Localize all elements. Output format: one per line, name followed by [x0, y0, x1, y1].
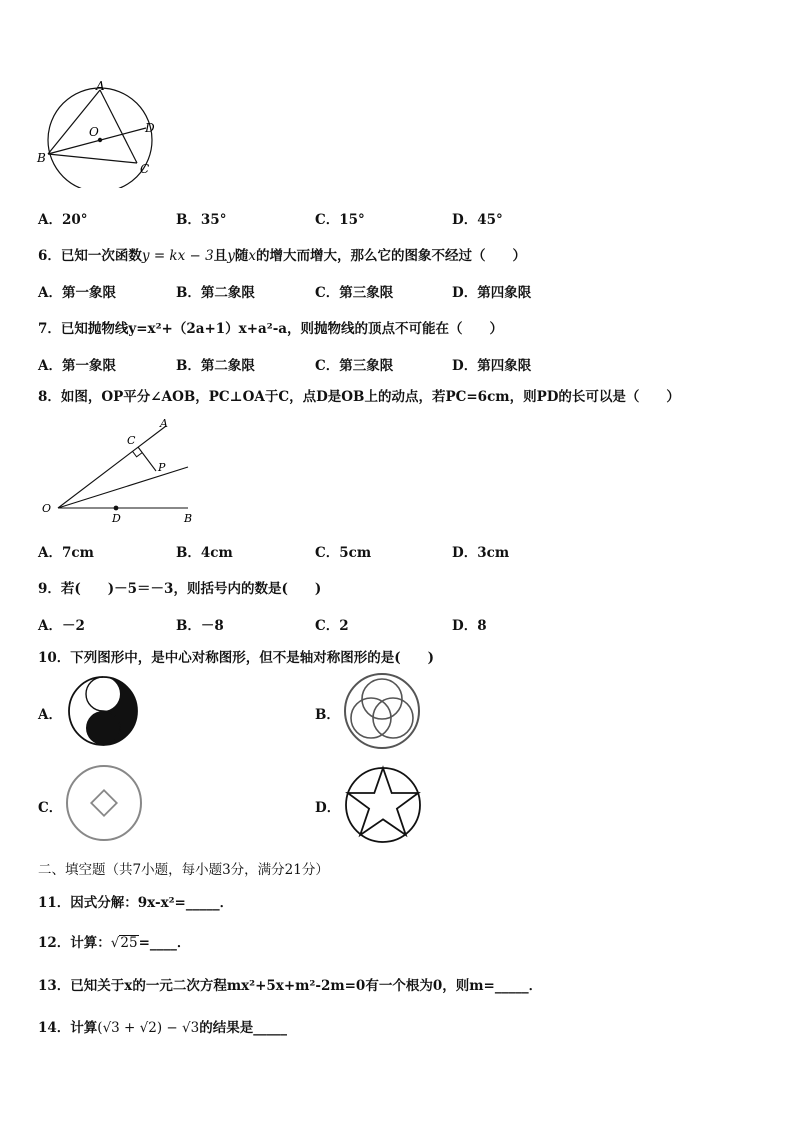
q8-option-d[interactable]: D．3cm: [452, 545, 510, 561]
segment-bc: [48, 154, 137, 163]
q6-mid2: 随: [234, 248, 249, 264]
label-p: P: [158, 461, 166, 474]
q13-question: 13．已知关于x的一元二次方程mx²+5x+m²-2m=0有一个根为0，则m=_____．: [38, 978, 543, 994]
taiji-icon[interactable]: [62, 670, 144, 752]
ray-op: [58, 467, 188, 508]
q6-prefix: 6．已知一次函数: [38, 248, 142, 264]
q7-option-a[interactable]: A．第一象限: [38, 358, 116, 374]
star-circle-icon[interactable]: [340, 764, 426, 844]
label-b: B: [184, 512, 193, 525]
q8-angle-figure: [38, 414, 208, 530]
label-d: D: [145, 121, 155, 135]
q10-option-a-label[interactable]: A．: [38, 707, 62, 723]
label-a: A: [96, 79, 105, 93]
segment-pc: [138, 447, 156, 471]
q9-option-c[interactable]: C．2: [315, 618, 349, 634]
label-c: C: [127, 434, 136, 447]
q8-option-b[interactable]: B．4cm: [176, 545, 233, 561]
q10-option-b-label[interactable]: B．: [315, 707, 340, 723]
q10-option-d-label[interactable]: D．: [315, 800, 341, 816]
q9-option-b[interactable]: B．－8: [176, 618, 224, 634]
q5-circle-figure: [34, 78, 164, 188]
q6-x: x: [248, 248, 256, 264]
q14-suffix: 的结果是_____: [199, 1020, 287, 1036]
label-o: O: [42, 502, 52, 515]
q5-option-d[interactable]: D．45°: [452, 212, 503, 228]
three-circles-icon[interactable]: [338, 670, 426, 752]
q12-question: [38, 931, 190, 951]
q7-question: 7．已知抛物线y=x²+（2a+1）x+a²-a，则抛物线的顶点不可能在（ ）: [38, 321, 504, 337]
q10-question: 10．下列图形中，是中心对称图形，但不是轴对称图形的是( ): [38, 650, 435, 666]
segment-ab: [48, 90, 100, 154]
segment-ac: [100, 90, 137, 163]
q6-option-c[interactable]: C．第三象限: [315, 285, 394, 301]
right-angle-mark: [132, 451, 142, 457]
q6-option-b[interactable]: B．第二象限: [176, 285, 255, 301]
q6-suffix: 的增大而增大，那么它的图象不经过（ ）: [255, 248, 526, 264]
q6-mid: 且: [213, 248, 228, 264]
q8-option-a[interactable]: A．7cm: [38, 545, 94, 561]
q12-radicand: 25: [120, 935, 138, 951]
label-a: A: [160, 417, 168, 430]
q14-question: [38, 1016, 287, 1036]
q8-question: 8．如图，OP平分∠AOB，PC⊥OA于C，点D是OB上的动点，若PC=6cm，则PD的长可以是（ ）: [38, 389, 680, 405]
label-c: C: [140, 162, 150, 176]
q9-option-d[interactable]: D．8: [452, 618, 487, 634]
q12-suffix: =____．: [138, 935, 191, 951]
q7-option-b[interactable]: B．第二象限: [176, 358, 255, 374]
q6-y: y: [227, 248, 235, 264]
q7-option-c[interactable]: C．第三象限: [315, 358, 394, 374]
q6-formula: y = kx − 3: [141, 248, 214, 264]
label-o: O: [89, 125, 99, 139]
q8-option-c[interactable]: C．5cm: [315, 545, 372, 561]
q5-option-b[interactable]: B．35°: [176, 212, 227, 228]
q5-option-c[interactable]: C．15°: [315, 212, 365, 228]
q14-prefix: 14．计算: [38, 1020, 98, 1036]
point-d: [114, 506, 119, 511]
q7-option-d[interactable]: D．第四象限: [452, 358, 532, 374]
q14-expression: (√3 + √2) − √3: [97, 1020, 200, 1036]
section-2-title: 二、填空题（共7小题，每小题3分，满分21分）: [38, 862, 329, 878]
q6-option-d[interactable]: D．第四象限: [452, 285, 532, 301]
q6-option-a[interactable]: A．第一象限: [38, 285, 116, 301]
q11-question: 11．因式分解：9x-x²=_____．: [38, 895, 234, 911]
label-d: D: [112, 512, 121, 525]
sqrt-icon: √: [110, 935, 120, 951]
coin-icon[interactable]: [62, 760, 146, 846]
label-b: B: [37, 151, 46, 165]
q12-prefix: 12．计算：: [38, 935, 111, 951]
q9-question: 9．若( )－5＝－3，则括号内的数是( ): [38, 581, 322, 597]
q5-option-a[interactable]: A．20°: [38, 212, 88, 228]
q9-option-a[interactable]: A．－2: [38, 618, 85, 634]
q10-option-c-label[interactable]: C．: [38, 800, 63, 816]
q6-question: [38, 244, 526, 264]
ray-oa: [58, 426, 166, 508]
